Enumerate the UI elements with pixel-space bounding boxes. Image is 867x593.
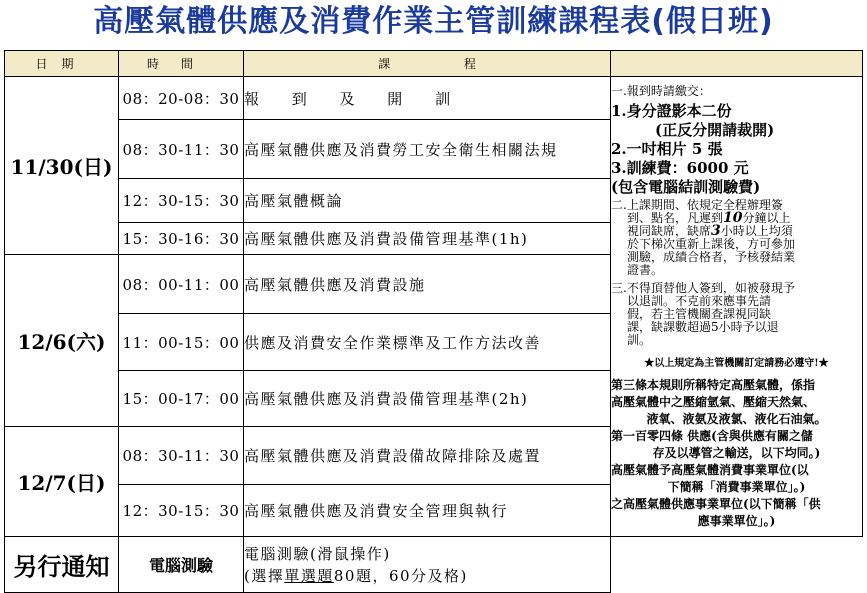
table-row [5, 77, 863, 120]
date-cell: 12/6(六) [5, 255, 119, 427]
header-row [5, 51, 863, 77]
note-1e: (包含電腦結訓測驗費) [611, 177, 761, 196]
time-header: 時間 [119, 51, 244, 77]
time-cell: 08：30-11：30 [119, 427, 244, 485]
definition-line: 下簡稱「消費事業單位」。) [667, 479, 806, 494]
footer-row [5, 537, 863, 593]
definition-line: 存及以導管之輸送，以下均同。) [652, 445, 821, 460]
note-2a: 二.上課期間、依規定全程辦理簽 [611, 197, 783, 212]
definition-line: 之高壓氣體供應事業單位(以下簡稱「供 [611, 496, 821, 511]
note-2b: 到、點名，凡遲到10分鐘以上 [627, 209, 791, 226]
course-header: 課 程 [244, 51, 611, 77]
definition-line: 高壓氣體予高壓氣體消費事業單位(以 [611, 462, 809, 477]
page-title: 高壓氣體供應及消費作業主管訓練課程表(假日班) [93, 4, 774, 39]
definition-line: 高壓氣體中之壓縮氫氣、壓縮天然氣、 [611, 394, 816, 409]
definition-line: 液氧、液氨及液氯、液化石油氣。 [646, 411, 827, 426]
course-cell: 高壓氣體供應及消費安全管理與執行 [244, 485, 611, 537]
time-cell: 12：30-15：30 [119, 485, 244, 537]
exam-detail-cell [244, 537, 611, 593]
course-cell: 供應及消費安全作業標準及工作方法改善 [244, 314, 611, 371]
course-cell: 高壓氣體供應及消費勞工安全衛生相關法規 [244, 120, 611, 179]
exam-line-1: 電腦測驗(滑鼠操作) [244, 544, 391, 563]
definition-line: 應事業單位」。) [697, 513, 776, 528]
time-cell: 08：00-11：00 [119, 255, 244, 314]
date-header: 日期 [5, 51, 119, 77]
note-2f: 證書。 [627, 262, 664, 277]
time-cell: 15：00-17：00 [119, 371, 244, 427]
exam-label-cell: 電腦測驗 [119, 537, 244, 593]
note-2d: 於下梯次重新上課後，方可參加 [627, 236, 796, 251]
date-cell: 12/7(日) [5, 427, 119, 537]
notes-header [611, 51, 863, 77]
definition-line: 第三條本規則所稱特定高壓氣體，係指 [611, 377, 816, 392]
time-cell: 11：00-15：00 [119, 314, 244, 371]
time-cell: 08：30-11：30 [119, 120, 244, 179]
course-cell: 高壓氣體供應及消費設施 [244, 255, 611, 314]
note-2e: 測驗，成績合格者，予核發結業 [627, 249, 796, 264]
note-3b: 以退訓。不克前來應事先請 [627, 293, 772, 308]
course-cell: 高壓氣體概論 [244, 179, 611, 223]
note-3c: 假，若主管機關查課視同缺 [627, 306, 772, 321]
note-2c: 視同缺席，缺席3小時以上均須 [627, 222, 793, 239]
time-cell: 08：20-08：30 [119, 77, 244, 120]
date-cell: 11/30(日) [5, 77, 119, 255]
rules-warning: ★以上規定為主管機關訂定請務必遵守!★ [644, 357, 829, 369]
note-1c: 2.一吋相片 5 張 [611, 139, 723, 158]
note-1a: 1.身分證影本二份 [611, 101, 732, 120]
note-1-heading: 一.報到時請繳交： [611, 83, 711, 98]
time-cell: 15：30-16：30 [119, 223, 244, 255]
exam-line-2: (選擇單選題80題，60分及格) [244, 566, 468, 585]
note-1b: (正反分開請裁開) [655, 120, 775, 139]
time-cell: 12：30-15：30 [119, 179, 244, 223]
course-cell: 高壓氣體供應及消費設備故障排除及處置 [244, 427, 611, 485]
note-3a: 三.不得頂替他人簽到，如被發現予 [611, 280, 795, 295]
notes-cell [611, 77, 863, 537]
course-cell: 報 到 及 開 訓 [244, 77, 611, 120]
definition-line: 第一百零四條 供應(含與供應有關之儲 [611, 428, 813, 443]
note-1d: 3.訓練費：6000 元 [611, 158, 749, 177]
notice-cell: 另行通知 [5, 537, 119, 593]
course-cell: 高壓氣體供應及消費設備管理基準(2h) [244, 371, 611, 427]
note-3d: 課，缺課數超過5小時予以退 [627, 319, 779, 334]
schedule-table [4, 50, 863, 593]
course-cell: 高壓氣體供應及消費設備管理基準(1h) [244, 223, 611, 255]
note-3e: 訓。 [627, 332, 652, 347]
